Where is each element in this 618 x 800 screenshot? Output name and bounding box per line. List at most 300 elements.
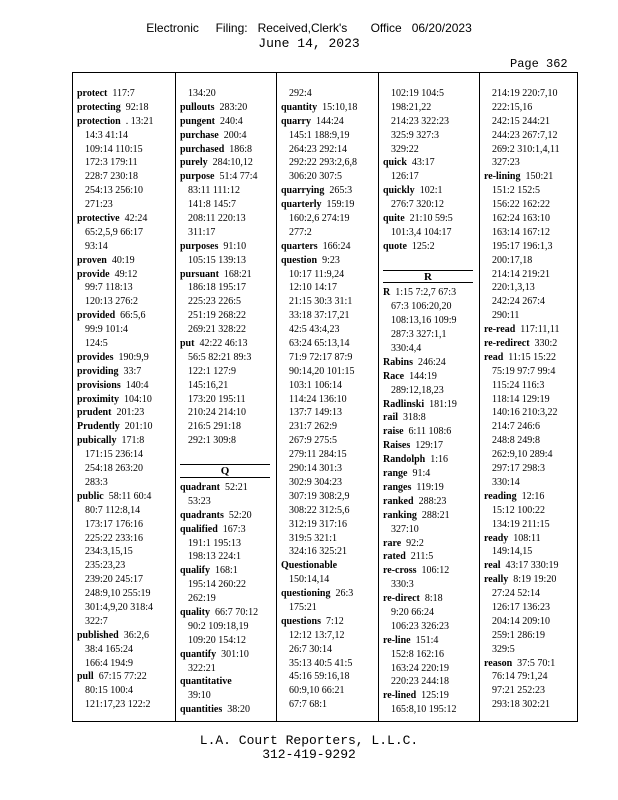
page-line-refs: 42:5 43:4,23: [289, 324, 340, 336]
page-line-refs: 26:3: [335, 588, 354, 600]
index-entry-continuation: [180, 578, 276, 592]
index-entry: [383, 481, 479, 495]
index-entry-continuation: [484, 601, 579, 615]
index-entry-continuation: [77, 601, 175, 615]
index-entry: [180, 481, 276, 495]
index-entry-continuation: [77, 337, 175, 351]
index-word: pungent: [180, 115, 216, 127]
index-word: really: [484, 574, 509, 586]
index-word: real: [484, 560, 501, 572]
index-word: quantify: [180, 648, 217, 660]
index-entry-continuation: [281, 365, 378, 379]
page-line-refs: 63:24 65:13,14: [289, 338, 350, 350]
index-entry-continuation: [281, 670, 378, 684]
page-line-refs: 90:14,20 101:15: [289, 365, 355, 377]
page-line-refs: 302:9 304:23: [289, 476, 343, 488]
index-entry-continuation: [77, 184, 175, 198]
index-entry-continuation: [383, 170, 479, 184]
index-word: proximity: [77, 393, 120, 405]
page-line-refs: 175:21: [289, 601, 317, 613]
index-entry-continuation: [77, 587, 175, 601]
page-line-refs: 163:14 167:12: [492, 226, 551, 238]
index-entry-continuation: [281, 295, 378, 309]
index-word: quarters: [281, 240, 318, 252]
page-line-refs: 269:21 328:22: [188, 324, 247, 336]
page-line-refs: 40:19: [111, 254, 135, 266]
page-line-refs: 214:14 219:21: [492, 268, 551, 280]
index-entry-continuation: [484, 212, 579, 226]
page-line-refs: 39:10: [188, 690, 211, 702]
page-line-refs: 66:5,6: [120, 310, 146, 322]
index-entry-continuation: [281, 323, 378, 337]
page-line-refs: 330:14: [492, 476, 520, 488]
index-entry-continuation: [281, 643, 378, 657]
page-line-refs: 307:19 308:2,9: [289, 490, 350, 502]
index-entry: [281, 115, 378, 129]
page-line-refs: 117:7: [112, 88, 135, 99]
page-line-refs: 108:13,16 109:9: [391, 315, 457, 327]
page-line-refs: 220:1,3,13: [492, 282, 535, 294]
page-line-refs: 106:23 326:23: [391, 620, 450, 632]
page-line-refs: 160:2,6 274:19: [289, 213, 350, 225]
index-entry-continuation: [383, 101, 479, 115]
index-word: qualify: [180, 565, 211, 577]
index-entry-continuation: [484, 309, 579, 323]
page-line-refs: 259:1 286:19: [492, 629, 546, 641]
index-entry: [383, 495, 479, 509]
index-word: Randolph: [383, 454, 426, 466]
page-line-refs: 9:23: [322, 254, 340, 266]
page-line-refs: 42:24: [124, 213, 148, 225]
index-entry-continuation: [484, 379, 579, 393]
index-entry: [77, 420, 175, 434]
index-word: re-lined: [383, 690, 417, 702]
index-entry: [77, 670, 175, 684]
index-entry-continuation: [484, 698, 579, 712]
index-word: re-lining: [484, 171, 521, 183]
index-entry: [484, 657, 579, 671]
index-entry: [383, 212, 479, 226]
page-line-refs: 9:20 66:24: [391, 606, 435, 618]
page-line-refs: 306:20 307:5: [289, 171, 343, 183]
index-entry-continuation: [281, 420, 378, 434]
index-entry: [383, 634, 479, 648]
index-entry-continuation: [281, 684, 378, 698]
page-line-refs: 108:11: [513, 532, 541, 544]
index-entry-continuation: [180, 406, 276, 420]
index-entry-continuation: [281, 476, 378, 490]
page-line-refs: 216:5 291:18: [188, 421, 242, 433]
index-entry-continuation: [77, 559, 175, 573]
page-line-refs: 125:2: [411, 240, 435, 252]
index-entry-continuation: [180, 434, 276, 448]
index-word: pullouts: [180, 101, 215, 113]
index-word: published: [77, 629, 119, 641]
index-entry-continuation: [383, 703, 479, 717]
index-entry: [383, 439, 479, 453]
page-line-refs: 168:1: [215, 565, 238, 577]
index-entry: [383, 240, 479, 254]
index-entry-continuation: [281, 143, 378, 157]
blank-line: [383, 254, 479, 268]
index-entry-continuation: [77, 643, 175, 657]
index-entry-continuation: [281, 212, 378, 226]
index-entry: [180, 143, 276, 157]
page-line-refs: 318:8: [403, 412, 426, 424]
page-line-refs: 53:23: [188, 495, 211, 507]
page-line-refs: 201:10: [124, 421, 153, 433]
index-entry: [180, 523, 276, 537]
index-word: proven: [77, 254, 107, 266]
page-line-refs: 109:20 154:12: [188, 634, 247, 646]
index-word: public: [77, 490, 104, 502]
index-entry-continuation: [281, 129, 378, 143]
index-entry-continuation: [484, 643, 579, 657]
index-entry-continuation: [281, 601, 378, 615]
index-column-2: [175, 73, 276, 721]
page-line-refs: 67:7 68:1: [289, 699, 328, 711]
index-entry: [180, 337, 276, 351]
page-line-refs: 140:16 210:3,22: [492, 407, 558, 419]
page-line-refs: 301:10: [221, 648, 249, 660]
index-entry-continuation: [383, 314, 479, 328]
page-line-refs: 186:8: [229, 143, 253, 155]
page-line-refs: 93:14: [85, 240, 108, 252]
index-entry: [77, 254, 175, 268]
page-line-refs: 38:20: [227, 704, 251, 716]
index-entry-continuation: [484, 629, 579, 643]
page-line-refs: 6:11 108:6: [408, 426, 452, 438]
index-entry: [281, 240, 378, 254]
page-line-refs: 12:12 13:7,12: [289, 629, 345, 641]
index-entry-continuation: [383, 578, 479, 592]
page-line-refs: 166:4 194:9: [85, 657, 134, 669]
index-entry: [281, 615, 378, 629]
page-line-refs: 10:17 11:9,24: [289, 268, 345, 280]
index-word: protect: [77, 88, 108, 99]
page-line-refs: 254:13 256:10: [85, 185, 144, 197]
page-line-refs: 240:4: [220, 115, 243, 127]
document-date: June 14, 2023: [258, 36, 360, 51]
page-line-refs: 198:13 224:1: [188, 551, 242, 563]
page-line-refs: 276:7 320:12: [391, 199, 445, 211]
index-entry: [383, 356, 479, 370]
index-entry-continuation: [180, 212, 276, 226]
page-line-refs: 101:3,4 104:17: [391, 226, 452, 238]
index-word: purpose: [180, 171, 215, 183]
page-line-refs: 225:22 233:16: [85, 532, 144, 544]
index-entry-continuation: [281, 226, 378, 240]
index-entry-continuation: [180, 379, 276, 393]
page-line-refs: 121:17,23 122:2: [85, 699, 151, 711]
page-line-refs: 239:20 245:17: [85, 574, 144, 586]
page-line-refs: 251:19 268:22: [188, 310, 247, 322]
index-word: quadrants: [180, 509, 224, 521]
page-line-refs: 264:23 292:14: [289, 143, 348, 155]
index-word: protective: [77, 213, 120, 225]
index-entry-continuation: [484, 281, 579, 295]
page-line-refs: 71:9 72:17 87:9: [289, 351, 353, 363]
page-line-refs: 66:7 70:12: [215, 606, 259, 618]
index-entry-continuation: [383, 662, 479, 676]
index-entry-continuation: [484, 115, 579, 129]
page-line-refs: 8:19 19:20: [513, 574, 557, 586]
index-entry-continuation: [281, 309, 378, 323]
index-entry-continuation: [484, 587, 579, 601]
page-line-refs: 181:19: [429, 398, 457, 410]
index-word: provides: [77, 351, 114, 363]
index-entry-continuation: [383, 523, 479, 537]
page-line-refs: 152:8 162:16: [391, 648, 445, 660]
index-entry-continuation: [77, 545, 175, 559]
index-entry-continuation: [484, 295, 579, 309]
index-entry-continuation: [484, 462, 579, 476]
index-entry-continuation: [77, 240, 175, 254]
page-line-refs: 15:10,18: [322, 101, 358, 113]
page-line-refs: 115:24 116:3: [492, 379, 545, 391]
page-line-refs: 126:17 136:23: [492, 601, 551, 613]
page-line-refs: 166:24: [322, 240, 351, 252]
page-line-refs: 279:11 284:15: [289, 449, 347, 461]
page-line-refs: 211:5: [410, 551, 434, 563]
page-line-refs: 262:19: [188, 593, 216, 605]
page-line-refs: 330:2: [534, 338, 558, 350]
index-word: put: [180, 338, 195, 350]
index-entry: [77, 351, 175, 365]
index-entry: [77, 212, 175, 226]
index-entry-continuation: [383, 620, 479, 634]
word-index-box: [72, 72, 578, 722]
page-line-refs: 102:1: [419, 185, 443, 197]
page-line-refs: 269:2 310:1,4,11: [492, 143, 560, 155]
page-line-refs: 134:20: [188, 88, 216, 99]
page-line-refs: 120:13 276:2: [85, 296, 139, 308]
index-entry-continuation: [180, 351, 276, 365]
page-line-refs: 137:7 149:13: [289, 407, 343, 419]
page-line-refs: 119:19: [416, 481, 444, 493]
index-entry: [484, 559, 579, 573]
index-word: providing: [77, 365, 119, 377]
index-entry-continuation: [77, 657, 175, 671]
page-line-refs: 92:18: [125, 101, 149, 113]
page-line-refs: 8:18: [424, 593, 443, 605]
index-entry-continuation: [281, 87, 378, 101]
page-line-refs: 124:5: [85, 338, 108, 350]
index-entry-continuation: [383, 198, 479, 212]
index-entry-continuation: [281, 462, 378, 476]
index-entry-continuation: [383, 143, 479, 157]
index-word: range: [383, 468, 408, 480]
page-line-refs: 235:23,23: [85, 560, 126, 572]
page-line-refs: 191:1 195:13: [188, 537, 242, 549]
page-line-refs: 319:5 321:1: [289, 532, 338, 544]
index-entry-continuation: [180, 226, 276, 240]
index-entry-continuation: [484, 226, 579, 240]
index-entry: [77, 379, 175, 393]
index-entry: [484, 337, 579, 351]
index-word: quantitative: [180, 676, 232, 688]
index-word: question: [281, 254, 318, 266]
index-entry: [180, 564, 276, 578]
index-entry-continuation: [484, 393, 579, 407]
index-word: Rabins: [383, 356, 414, 368]
index-word: ranking: [383, 509, 417, 521]
page-line-refs: 105:15 139:13: [188, 254, 247, 266]
index-entry: [77, 365, 175, 379]
page-line-refs: 162:24 163:10: [492, 213, 551, 225]
page-line-refs: 327:10: [391, 523, 419, 535]
index-entry: [180, 703, 276, 717]
page-line-refs: 214:7 246:6: [492, 421, 541, 433]
index-entry-continuation: [77, 684, 175, 698]
index-entry-continuation: [180, 254, 276, 268]
page-line-refs: 173:20 195:11: [188, 393, 246, 405]
index-entry-continuation: [77, 323, 175, 337]
page-line-refs: 33:18 37:17,21: [289, 310, 350, 322]
page-line-refs: 242:15 244:21: [492, 115, 551, 127]
page-line-refs: 35:13 40:5 41:5: [289, 657, 353, 669]
page-line-refs: 151:2 152:5: [492, 185, 541, 197]
index-word: quarterly: [281, 199, 322, 211]
page-line-refs: 200:4: [223, 129, 247, 141]
page-line-refs: 156:22 162:22: [492, 199, 551, 211]
index-entry: [383, 564, 479, 578]
page-line-refs: 1:15 7:2,7 67:3: [395, 287, 457, 299]
index-word: pull: [77, 671, 94, 683]
index-entry-continuation: [77, 518, 175, 532]
index-word: quite: [383, 213, 405, 225]
page-line-refs: 254:18 263:20: [85, 463, 144, 475]
page-line-refs: 244:23 267:7,12: [492, 129, 558, 141]
page-line-refs: 21:10 59:5: [409, 213, 453, 225]
index-entry-continuation: [383, 648, 479, 662]
page-line-refs: 195:14 260:22: [188, 579, 247, 591]
index-entry-continuation: [484, 406, 579, 420]
index-entry: [383, 411, 479, 425]
page-line-refs: . 13:21: [125, 115, 154, 127]
index-word: questioning: [281, 588, 331, 600]
page-line-refs: 292:4: [289, 88, 312, 99]
index-word: Prudently: [77, 421, 120, 433]
page-line-refs: 288:23: [418, 495, 447, 507]
index-entry-continuation: [281, 406, 378, 420]
index-entry-continuation: [281, 393, 378, 407]
page-line-refs: 37:5 70:1: [517, 657, 556, 669]
index-entry: [77, 393, 175, 407]
page-line-refs: 322:21: [188, 662, 216, 674]
index-word: prudent: [77, 407, 112, 419]
page-line-refs: 145:16,21: [188, 379, 229, 391]
page-line-refs: 322:7: [85, 615, 108, 627]
page-line-refs: 60:9,10 66:21: [289, 685, 345, 697]
page-line-refs: 126:17: [391, 171, 419, 183]
page-line-refs: 91:4: [412, 468, 431, 480]
page-line-refs: 90:2 109:18,19: [188, 620, 249, 632]
index-entry: [484, 490, 579, 504]
page-line-refs: 311:17: [188, 226, 216, 238]
page-line-refs: 114:24 136:10: [289, 393, 347, 405]
index-entry: [281, 559, 378, 573]
index-entry: [281, 198, 378, 212]
page-line-refs: 325:9 327:3: [391, 129, 440, 141]
index-word: provisions: [77, 379, 121, 391]
page-line-refs: 7:12: [326, 615, 344, 627]
page-line-refs: 159:19: [326, 199, 355, 211]
page-line-refs: 168:21: [223, 268, 252, 280]
index-entry-continuation: [180, 592, 276, 606]
index-entry-continuation: [383, 606, 479, 620]
index-entry-continuation: [180, 689, 276, 703]
index-entry: [383, 425, 479, 439]
index-entry: [180, 129, 276, 143]
index-word: reading: [484, 490, 517, 502]
index-entry: [281, 101, 378, 115]
index-entry-continuation: [383, 342, 479, 356]
index-entry: [383, 370, 479, 384]
page-line-refs: 186:18 195:17: [188, 282, 247, 294]
court-reporter-name: L.A. Court Reporters, L.L.C.: [199, 733, 419, 748]
index-entry: [383, 286, 479, 300]
index-word: re-read: [484, 324, 516, 336]
index-entry-continuation: [281, 351, 378, 365]
index-word: re-cross: [383, 565, 417, 577]
index-entry: [77, 629, 175, 643]
index-entry-continuation: [281, 379, 378, 393]
page-line-refs: 329:22: [391, 143, 419, 155]
page-line-refs: 109:14 110:15: [85, 143, 143, 155]
index-entry-continuation: [484, 240, 579, 254]
index-entry: [383, 184, 479, 198]
index-entry-continuation: [180, 420, 276, 434]
page-line-refs: 80:7 112:8,14: [85, 504, 141, 516]
index-entry-continuation: [281, 545, 378, 559]
page-line-refs: 26:7 30:14: [289, 643, 333, 655]
index-entry-continuation: [180, 87, 276, 101]
page-line-refs: 167:3: [222, 523, 246, 535]
page-line-refs: 125:19: [421, 690, 449, 702]
index-entry-continuation: [77, 448, 175, 462]
index-entry: [180, 101, 276, 115]
page-line-refs: 118:14 129:19: [492, 393, 550, 405]
index-word: quantity: [281, 101, 318, 113]
index-entry: [281, 254, 378, 268]
index-word: provide: [77, 268, 110, 280]
index-word: quote: [383, 240, 407, 252]
page-line-refs: 104:10: [124, 393, 152, 405]
index-entry-continuation: [281, 490, 378, 504]
index-entry-continuation: [281, 156, 378, 170]
index-word: purely: [180, 157, 208, 169]
index-entry-continuation: [484, 684, 579, 698]
page-line-refs: 271:23: [85, 199, 113, 211]
index-entry-continuation: [484, 615, 579, 629]
index-entry-continuation: [484, 156, 579, 170]
page-line-refs: 204:14 209:10: [492, 615, 551, 627]
index-entry-continuation: [281, 629, 378, 643]
index-word: ranked: [383, 495, 414, 507]
page-line-refs: 21:15 30:3 31:1: [289, 296, 353, 308]
page-line-refs: 38:4 165:24: [85, 643, 134, 655]
page-line-refs: 129:17: [415, 440, 444, 452]
index-entry-continuation: [484, 420, 579, 434]
index-entry: [77, 101, 175, 115]
page-line-refs: 52:20: [228, 509, 252, 521]
index-word: purchase: [180, 129, 219, 141]
index-entry-continuation: [77, 281, 175, 295]
page-line-refs: 220:23 244:18: [391, 676, 450, 688]
page-line-refs: 99:9 101:4: [85, 324, 129, 336]
index-entry-continuation: [281, 170, 378, 184]
